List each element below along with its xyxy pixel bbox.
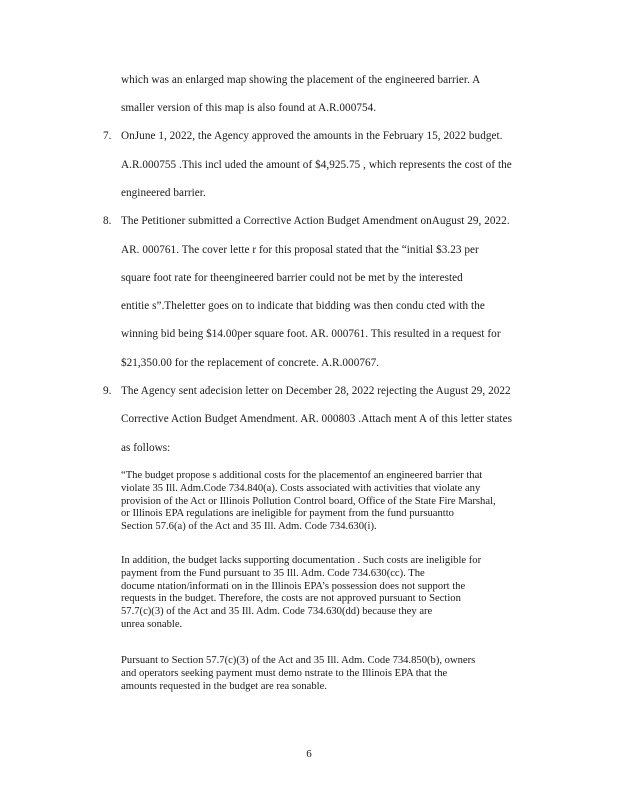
item-number: 8. bbox=[103, 215, 112, 227]
page-number: 6 bbox=[306, 748, 312, 760]
body-line: OnJune 1, 2022, the Agency approved the amounts in the February 15, 2022 budget. bbox=[121, 130, 503, 142]
quote-line: Pursuant to Section 57.7(c)(3) of the Act and 35 Ill. Adm. Code 734.850(b), owners bbox=[121, 655, 476, 666]
item-number: 9. bbox=[103, 385, 112, 397]
quote-line: and operators seeking payment must demo nstrate to the Illinois EPA that the bbox=[121, 667, 448, 679]
quote-line: provision of the Act or Illinois Pollution Control board, Office of the State Fire Marshal, bbox=[121, 495, 496, 507]
body-line: which was an enlarged map showing the placement of the engineered barrier. A bbox=[121, 74, 481, 86]
item-number: 7. bbox=[103, 130, 112, 142]
quote-line: violate 35 Ill. Adm.Code 734.840(a). Costs associated with activities that violate any bbox=[121, 482, 481, 494]
body-line: entitie s”.Theletter goes on to indicate that bidding was then condu cted with the bbox=[121, 300, 485, 312]
body-line: winning bid being $14.00per square foot. AR. 000761. This resulted in a request for bbox=[121, 328, 501, 340]
body-line: smaller version of this map is also found at A.R.000754. bbox=[121, 102, 377, 114]
body-line: AR. 000761. The cover lette r for this proposal stated that the “initial $3.23 per bbox=[121, 244, 479, 256]
quote-line: amounts requested in the budget are rea sonable. bbox=[121, 680, 327, 692]
body-line: The Agency sent adecision letter on December 28, 2022 rejecting the August 29, 2022 bbox=[121, 385, 511, 397]
quote-line: requests in the budget. Therefore, the costs are not approved pursuant to Section bbox=[121, 593, 461, 605]
block-quote-paragraph bbox=[121, 470, 569, 534]
block-quote-paragraph bbox=[121, 655, 569, 693]
quote-line: “The budget propose s additional costs for the placementof an engineered barrier that bbox=[121, 470, 483, 481]
block-quote-paragraph bbox=[121, 555, 569, 632]
body-line: The Petitioner submitted a Corrective Action Budget Amendment onAugust 29, 2022. bbox=[121, 215, 510, 227]
body-line: Corrective Action Budget Amendment. AR. 000803 .Attach ment A of this letter states bbox=[121, 413, 512, 425]
quote-line: unrea sonable. bbox=[121, 618, 183, 630]
quote-line: docume ntation/informati on in the Illinois EPA’s possession does not support the bbox=[121, 580, 466, 592]
body-line: square foot rate for theengineered barrier could not be met by the interested bbox=[121, 272, 463, 284]
quote-line: Section 57.6(a) of the Act and 35 Ill. Adm. Code 734.630(i). bbox=[121, 521, 377, 533]
body-line: as follows: bbox=[121, 442, 171, 454]
quote-line: payment from the Fund pursuant to 35 Ill. Adm. Code 734.630(cc). The bbox=[121, 567, 425, 579]
body-line: $21,350.00 for the replacement of concrete. A.R.000767. bbox=[121, 357, 380, 369]
body-line: engineered barrier. bbox=[121, 187, 206, 199]
quote-line: 57.7(c)(3) of the Act and 35 Ill. Adm. Code 734.630(dd) because they are bbox=[121, 606, 433, 618]
quote-line: or Illinois EPA regulations are ineligible for payment from the fund pursuantto bbox=[121, 508, 454, 520]
quote-line: In addition, the budget lacks supporting documentation . Such costs are ineligible for bbox=[121, 555, 482, 566]
body-line: A.R.000755 .This incl uded the amount of $4,925.75 , which represents the cost of the bbox=[121, 159, 512, 171]
